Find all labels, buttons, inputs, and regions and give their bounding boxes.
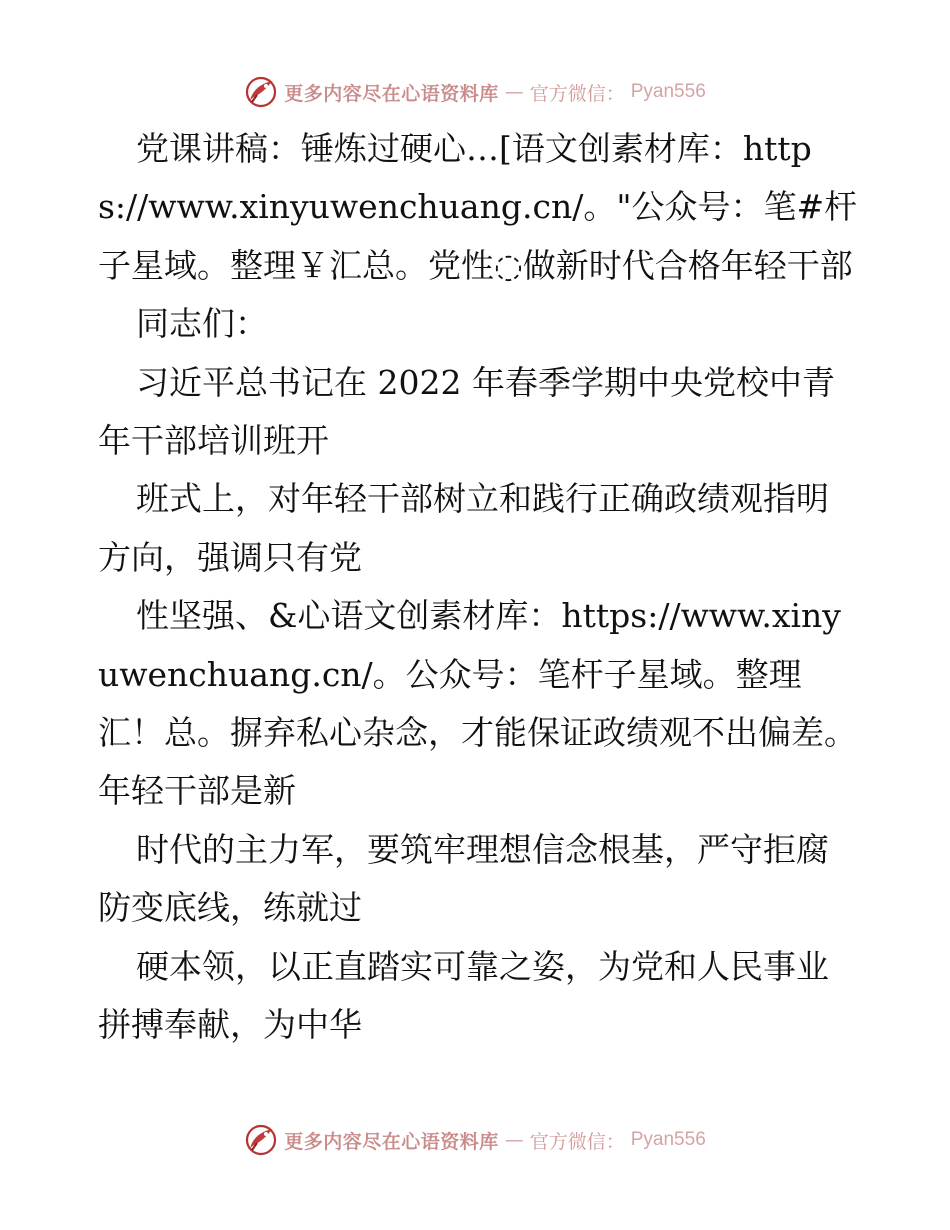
footer-banner xyxy=(0,1120,950,1160)
paragraph: 习近平总书记在 2022 年春季学期中央党校中青年干部培训班开 xyxy=(98,362,835,461)
pen-logo-icon xyxy=(244,75,278,109)
banner-separator: — xyxy=(504,1129,524,1151)
pen-logo-icon xyxy=(244,1123,278,1157)
document-body xyxy=(98,120,858,1055)
paragraph: 硬本领，以正直踏实可靠之姿，为党和人民事业拼搏奉献，为中华 xyxy=(98,946,829,1045)
banner-wechat-label: 官方微信： xyxy=(529,1130,625,1153)
paragraph-salutation: 同志们： xyxy=(136,304,268,344)
paragraph: 班式上，对年轻干部树立和践行正确政绩观指明方向，强调只有党 xyxy=(98,479,829,577)
header-banner xyxy=(0,72,950,112)
banner-wechat-label: 官方微信： xyxy=(529,82,625,105)
banner-title: 更多内容尽在心语资料库 xyxy=(284,82,499,105)
paragraph: 性坚强、&心语文创素材库：https://www.xinyuwenchuang.cn/。公众号：笔杆子星域。整理汇！总。摒弃私心杂念，才能保证政绩观不出偏差。年轻干部是新 xyxy=(98,596,857,811)
banner-title: 更多内容尽在心语资料库 xyxy=(284,1130,499,1153)
banner-wechat-id: Pyan556 xyxy=(630,81,706,102)
banner-wechat-id: Pyan556 xyxy=(630,1129,706,1150)
banner-separator: — xyxy=(504,81,524,103)
paragraph-title: 党课讲稿：锤炼过硬心…[语文创素材库：https://www.xinyuwenchuang.cn/。"公众号：笔#杆子星域。整理￥汇总。党性◌做新时代合格年轻干部 xyxy=(98,129,858,285)
paragraph: 时代的主力军，要筑牢理想信念根基，严守拒腐防变底线，练就过 xyxy=(98,829,829,928)
